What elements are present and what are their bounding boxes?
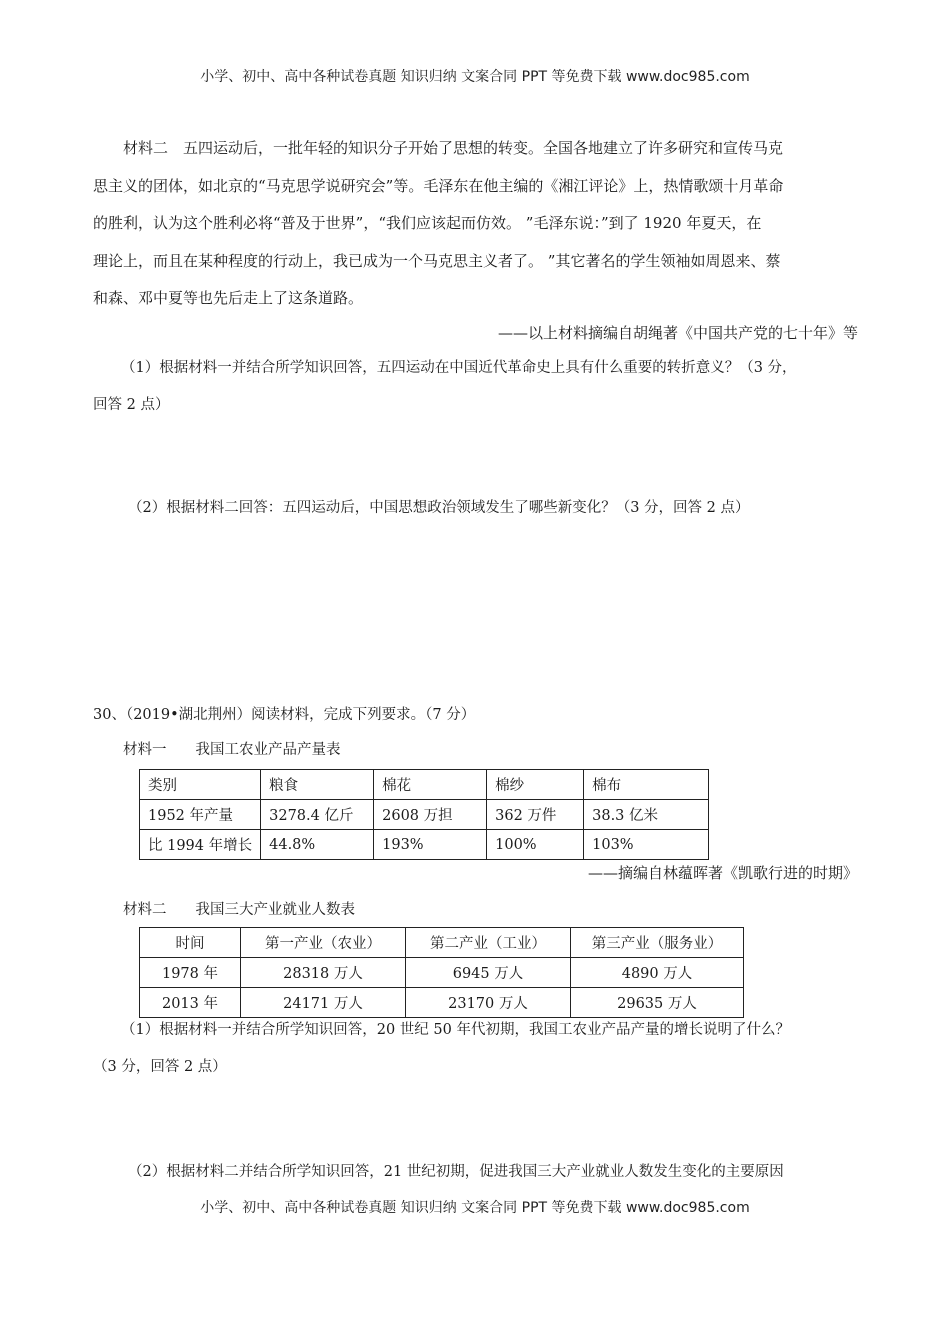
table-cell: 3278.4 亿斤	[261, 800, 374, 830]
question-line: 回答 2 点）	[93, 397, 170, 413]
table-cell: 103%	[584, 830, 709, 860]
table-cell: 23170 万人	[406, 988, 571, 1018]
page-footer: 小学、初中、高中各种试卷真题 知识归纳 文案合同 PPT 等免费下载 www.doc985.com	[200, 1200, 750, 1216]
table-header-cell: 时间	[140, 928, 241, 958]
question-line: （1）根据材料一并结合所学知识回答，20 世纪 50 年代初期，我国工农业产品产量的增长说明了什么？	[121, 1022, 790, 1038]
table-header-cell: 第二产业（工业）	[406, 928, 571, 958]
table-cell: 1978 年	[140, 958, 241, 988]
question-29-1	[93, 350, 873, 424]
table-header-cell: 第一产业（农业）	[241, 928, 406, 958]
table-cell: 38.3 亿米	[584, 800, 709, 830]
table-cell: 2608 万担	[374, 800, 487, 830]
passage-line: 的胜利，认为这个胜利必将“普及于世界”，“我们应该起而仿效。 ”毛泽东说：”到了 1920 年夏天，在	[93, 214, 762, 232]
table-cell: 24171 万人	[241, 988, 406, 1018]
question-30-title: 30、（2019•湖北荆州）阅读材料，完成下列要求。（7 分）	[93, 707, 476, 723]
table-row	[140, 830, 709, 860]
material-2-passage	[93, 130, 863, 318]
table-cell: 2013 年	[140, 988, 241, 1018]
question-line: （3 分，回答 2 点）	[93, 1059, 227, 1075]
table-header-cell: 粮食	[261, 770, 374, 800]
question-line: （1）根据材料一并结合所学知识回答，五四运动在中国近代革命史上具有什么重要的转折意义？（3 分，	[121, 360, 797, 376]
passage-line: 思主义的团体，如北京的“马克思学说研究会”等。毛泽东在他主编的《湘江评论》上，热情歌颂十月革命	[93, 176, 784, 195]
question-30-1	[93, 1012, 873, 1086]
table-row	[140, 800, 709, 830]
passage-line: 和森、邓中夏等也先后走上了这条道路。	[93, 289, 364, 307]
table-header-cell: 类别	[140, 770, 261, 800]
table-cell: 28318 万人	[241, 958, 406, 988]
material-1-source: ——摘编自林蕴晖著《凯歌行进的时期》	[587, 864, 858, 882]
material-2-source: ——以上材料摘编自胡绳著《中国共产党的七十年》等	[497, 324, 858, 342]
page-header: 小学、初中、高中各种试卷真题 知识归纳 文案合同 PPT 等免费下载 www.doc985.com	[200, 69, 750, 85]
table-header-cell: 棉纱	[487, 770, 584, 800]
table-header-row	[140, 928, 744, 958]
table-cell: 362 万件	[487, 800, 584, 830]
table-cell: 比 1994 年增长	[140, 830, 261, 860]
table-header-cell: 第三产业（服务业）	[571, 928, 744, 958]
passage-line: 材料二 五四运动后，一批年轻的知识分子开始了思想的转变。全国各地建立了许多研究和宣传马克	[123, 139, 784, 157]
table-cell: 193%	[374, 830, 487, 860]
table-cell: 100%	[487, 830, 584, 860]
table-header-cell: 棉布	[584, 770, 709, 800]
material-1-title: 材料一 我国工农业产品产量表	[123, 742, 341, 758]
table-header-cell: 棉花	[374, 770, 487, 800]
employment-table	[139, 927, 744, 1018]
passage-line: 理论上，而且在某种程度的行动上，我已成为一个马克思主义者了。 ”其它著名的学生领袖如周恩来、蔡	[93, 251, 781, 270]
material-2-title: 材料二 我国三大产业就业人数表	[123, 902, 355, 918]
table-header-row	[140, 770, 709, 800]
question-29-2: （2）根据材料二回答：五四运动后，中国思想政治领域发生了哪些新变化？（3 分，回答 2 点）	[128, 500, 750, 516]
table-cell: 6945 万人	[406, 958, 571, 988]
table-row	[140, 958, 744, 988]
production-table	[139, 769, 709, 860]
question-30-2: （2）根据材料二并结合所学知识回答，21 世纪初期，促进我国三大产业就业人数发生变化的主要原因	[128, 1164, 784, 1180]
table-cell: 29635 万人	[571, 988, 744, 1018]
table-cell: 1952 年产量	[140, 800, 261, 830]
table-cell: 44.8%	[261, 830, 374, 860]
table-cell: 4890 万人	[571, 958, 744, 988]
